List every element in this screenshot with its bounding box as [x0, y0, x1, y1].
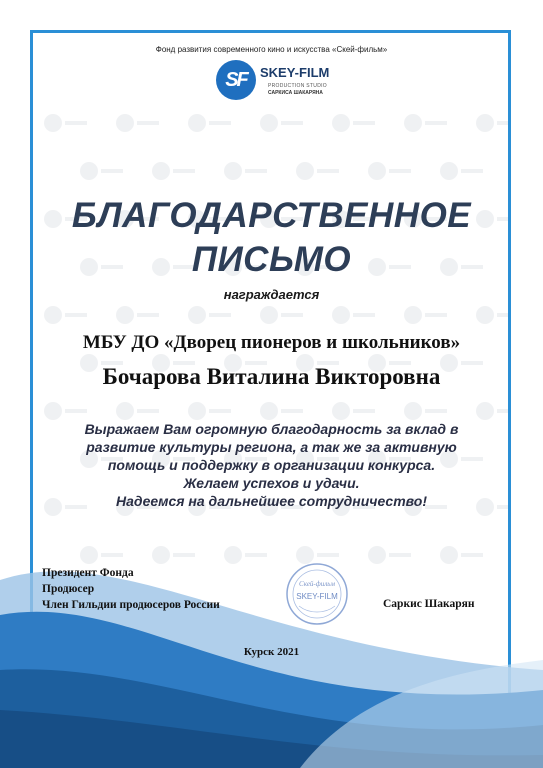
watermark-emblem — [188, 306, 231, 324]
watermark-emblem — [116, 306, 159, 324]
message-line: Желаем успехов и удачи. — [183, 475, 360, 491]
watermark-emblem — [80, 162, 123, 180]
signatory-title: Продюсер — [42, 583, 95, 595]
gratitude-message — [40, 420, 503, 510]
watermark-emblem — [332, 114, 375, 132]
watermark-emblem — [224, 162, 267, 180]
watermark-emblem — [44, 306, 87, 324]
watermark-emblem — [404, 306, 447, 324]
place-year: Курск 2021 — [243, 646, 300, 658]
watermark-emblem — [260, 402, 303, 420]
stamp-top-text: Скей-фильм — [299, 580, 335, 588]
signatory-title: Президент Фонда — [42, 567, 134, 579]
watermark-emblem — [260, 114, 303, 132]
watermark-emblem — [476, 114, 508, 132]
foundation-name: Фонд развития современного кино и искусства «Скей-фильм» — [155, 45, 388, 54]
skey-film-logo — [216, 60, 338, 108]
round-stamp-icon — [285, 562, 349, 626]
signatory-name: Саркис Шакарян — [383, 598, 475, 610]
signatory-title: Член Гильдии продюсеров России — [42, 599, 220, 611]
watermark-emblem — [476, 306, 508, 324]
watermark-emblem — [404, 402, 447, 420]
watermark-emblem — [152, 162, 195, 180]
watermark-emblem — [188, 402, 231, 420]
message-line: Выражаем Вам огромную благодарность за вклад в — [84, 421, 459, 437]
watermark-emblem — [332, 402, 375, 420]
watermark-emblem — [44, 402, 87, 420]
watermark-emblem — [116, 402, 159, 420]
watermark-emblem — [44, 114, 87, 132]
watermark-emblem — [260, 306, 303, 324]
recipient-organization: МБУ ДО «Дворец пионеров и школьников» — [82, 332, 461, 353]
logo-subtitle: PRODUCTION STUDIO — [268, 83, 327, 89]
wave-decoration — [0, 520, 543, 768]
watermark-emblem — [296, 162, 339, 180]
logo-name: SKEY-FILM — [260, 65, 330, 80]
message-line: развитие культуры региона, а так же за активную — [86, 439, 457, 455]
message-line: помощь и поддержку в организации конкурса. — [107, 457, 436, 473]
watermark-emblem — [188, 114, 231, 132]
stamp-center-text: SKEY-FILM — [296, 592, 338, 601]
watermark-emblem — [440, 162, 483, 180]
title-line-2: ПИСЬМО — [191, 240, 352, 279]
awarded-label: награждается — [223, 287, 320, 302]
signatory-titles — [42, 565, 220, 613]
watermark-emblem — [368, 162, 411, 180]
sf-logo-icon: SF — [216, 60, 256, 100]
logo-owner: САРКИСА ШАКАРЯНА — [268, 90, 323, 96]
watermark-emblem — [332, 306, 375, 324]
watermark-emblem — [476, 402, 508, 420]
recipient-person: Бочарова Виталина Викторовна — [102, 364, 441, 389]
message-line: Надеемся на дальнейшее сотрудничество! — [116, 493, 427, 509]
watermark-emblem — [116, 114, 159, 132]
title-line-1: БЛАГОДАРСТВЕННОЕ — [71, 196, 472, 235]
watermark-emblem — [404, 114, 447, 132]
